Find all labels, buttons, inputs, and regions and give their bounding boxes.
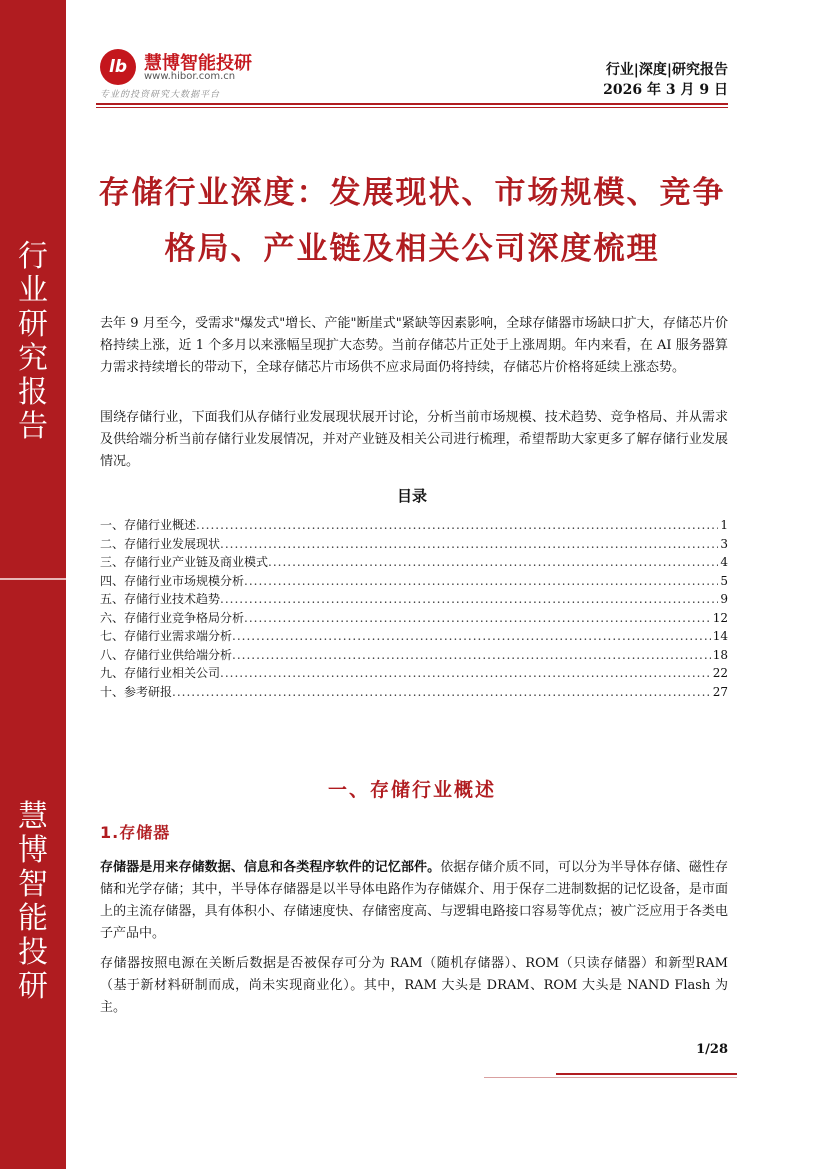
intro-paragraph: 围绕存储行业，下面我们从存储行业发展现状展开讨论，分析当前市场规模、技术趋势、竞争格局、并从需求及供给端分析当前存储行业发展情况，并对产业链及相关公司进行梳理，希望帮助大家更多了解存储行业发展情况。 <box>100 410 728 469</box>
footer-rule <box>556 1073 737 1075</box>
sidebar-char: 究 <box>18 341 48 376</box>
toc-item[interactable] <box>100 646 728 665</box>
toc-leader <box>196 516 718 535</box>
toc-item[interactable] <box>100 609 728 628</box>
header-meta <box>603 60 728 100</box>
toc-label: 三、存储行业产业链及商业模式 <box>100 555 269 569</box>
sidebar-char: 告 <box>18 409 48 444</box>
toc-leader <box>220 664 711 683</box>
toc-label: 四、存储行业市场规模分析 <box>100 573 245 588</box>
toc-leader <box>220 590 718 609</box>
toc-leader <box>232 627 711 646</box>
toc-page: 27 <box>712 684 728 699</box>
body-paragraph <box>100 857 728 945</box>
footer-rule-thin <box>484 1077 737 1078</box>
toc-label: 十、参考研报 <box>100 684 173 699</box>
toc-item[interactable] <box>100 535 728 554</box>
subsection-heading: 1.存储器 <box>100 823 171 842</box>
toc-item[interactable] <box>100 683 728 702</box>
body-text: 依据存储介质不同，可以分为半导体存储、磁性存储和光学存储；其中，半导体存储器是以半导体电路作为存储媒介、用于保存二进制数据的记忆设备，是市面上的主流存储器，具有体积小、存储速度快、存储密度高、与逻辑电路接口容易等优点；被广泛应用于各类电子产品中。 <box>100 860 728 941</box>
toc-page: 22 <box>712 666 728 680</box>
report-date: 2026 年 3 月 9 日 <box>603 82 728 98</box>
toc-label: 六、存储行业竞争格局分析 <box>100 610 245 625</box>
sidebar <box>0 0 66 1169</box>
toc-page: 18 <box>712 647 728 662</box>
toc-page: 3 <box>720 536 728 551</box>
toc-item[interactable] <box>100 590 728 609</box>
toc-label: 一、存储行业概述 <box>100 518 197 532</box>
toc-leader <box>244 609 711 628</box>
logo-slogan: 专业的投资研究大数据平台 <box>100 90 221 100</box>
section-heading: 一、存储行业概述 <box>327 779 496 801</box>
sidebar-label-report-type <box>0 240 66 444</box>
sidebar-char: 博 <box>18 833 48 868</box>
title-line: 存储行业深度：发展现状、市场规模、竞争 <box>98 175 726 211</box>
intro-paragraph: 去年 9 月至今，受需求"爆发式"增长、产能"断崖式"紧缺等因素影响，全球存储器市场缺口扩大，存储芯片价格持续上涨，近 1 个多月以来涨幅呈现扩大态势。当前存储芯片正处于上涨周期。年内来看，在 AI 服务器算力需求持续增长的带动下，全球存储芯片市场供不应求局面仍将持续，存储芯片价格将延续上涨态势。 <box>100 316 728 375</box>
sidebar-char: 慧 <box>18 799 48 834</box>
logo-icon: lb <box>100 49 136 85</box>
toc-label: 八、存储行业供给端分析 <box>100 647 233 662</box>
toc-page: 12 <box>712 610 728 625</box>
sidebar-char: 投 <box>18 935 48 970</box>
toc-item[interactable] <box>100 664 728 683</box>
toc-label: 九、存储行业相关公司 <box>100 666 221 680</box>
toc-page: 1 <box>720 518 728 532</box>
sidebar-char: 能 <box>18 901 48 936</box>
body-paragraph: 存储器按照电源在关断后数据是否被保存可分为 RAM（随机存储器）、ROM（只读存储器）和新型RAM（基于新材料研制而成，尚未实现商业化）。其中，RAM 大头是 DRAM、ROM 大头是 NAND Flash 为主。 <box>100 956 728 1015</box>
header-rule-thin <box>96 107 728 108</box>
toc-page: 5 <box>720 573 728 588</box>
toc-leader <box>232 646 711 665</box>
table-of-contents <box>100 516 728 701</box>
toc-item[interactable] <box>100 553 728 572</box>
sidebar-divider <box>0 578 66 580</box>
hibor-logo <box>100 45 300 101</box>
page-number: 1/28 <box>696 1042 728 1057</box>
emphasis-sentence: 存储器是用来存储数据、信息和各类程序软件的记忆部件。 <box>100 860 441 875</box>
report-title <box>96 165 728 277</box>
title-line: 格局、产业链及相关公司深度梳理 <box>164 231 660 267</box>
toc-leader <box>244 572 718 591</box>
logo-name: 慧博智能投研 <box>144 53 252 74</box>
toc-item[interactable] <box>100 572 728 591</box>
toc-leader <box>268 553 718 572</box>
toc-heading: 目录 <box>396 487 427 505</box>
sidebar-char: 智 <box>18 867 48 902</box>
logo-url: www.hibor.com.cn <box>144 71 236 82</box>
toc-page: 9 <box>720 592 728 606</box>
toc-page: 14 <box>712 629 728 643</box>
sidebar-char: 业 <box>18 273 48 308</box>
sidebar-char: 行 <box>18 239 48 274</box>
toc-leader <box>220 535 718 554</box>
toc-page: 4 <box>720 555 728 569</box>
toc-leader <box>172 683 711 702</box>
header-rule <box>96 103 728 105</box>
toc-item[interactable] <box>100 516 728 535</box>
toc-label: 五、存储行业技术趋势 <box>100 592 221 606</box>
toc-label: 二、存储行业发展现状 <box>100 536 221 551</box>
sidebar-label-brand <box>0 800 66 1004</box>
sidebar-char: 研 <box>18 969 48 1004</box>
toc-item[interactable] <box>100 627 728 646</box>
report-category: 行业|深度|研究报告 <box>605 62 728 78</box>
toc-label: 七、存储行业需求端分析 <box>100 629 233 643</box>
sidebar-char: 研 <box>18 307 48 342</box>
sidebar-char: 报 <box>18 375 48 410</box>
